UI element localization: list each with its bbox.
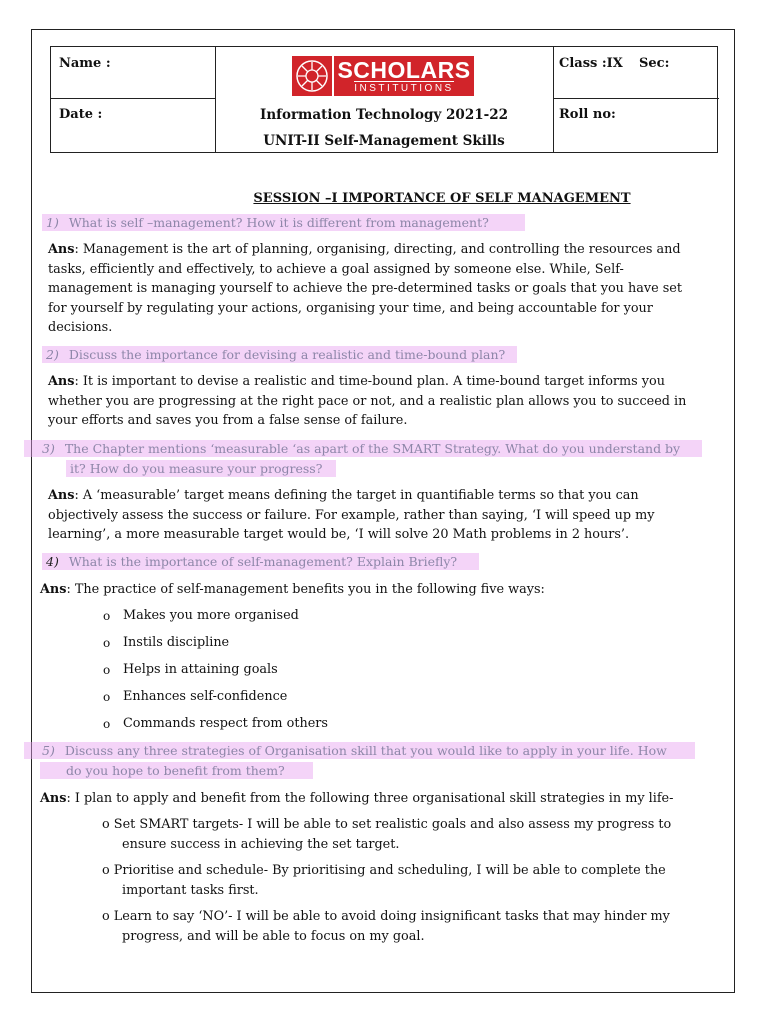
session-heading [0, 187, 768, 206]
list-item [102, 861, 682, 900]
class-label: Class :IX [559, 56, 623, 71]
list-item-text: Instils discipline [123, 635, 230, 650]
question-1-number: 1) [46, 215, 59, 230]
bullet-marker: o [102, 817, 110, 832]
name-label: Name : [59, 56, 111, 71]
list-item-text: Helps in attaining goals [123, 662, 278, 677]
list-item [102, 907, 682, 946]
question-3-number: 3) [42, 441, 55, 456]
list-item [103, 683, 328, 710]
list-item-text: Learn to say ‘NO’- I will be able to avoid doing insignificant tasks that may hinder my [113, 909, 670, 925]
bullet-marker: o [102, 909, 110, 925]
session-title: SESSION –I IMPORTANCE OF SELF MANAGEMENT [253, 191, 631, 206]
answer-3-label: Ans [48, 488, 75, 503]
list-item-text: Enhances self-confidence [123, 689, 288, 704]
answer-1 [48, 240, 682, 338]
question-5 [24, 741, 695, 781]
logo-subtitle: INSTITUTIONS [354, 82, 454, 94]
answer-1-line: management is managing yourself to achieve the pre-determined tasks or goals that you have set [48, 281, 683, 297]
bullet-marker: o [103, 608, 111, 623]
question-1 [42, 213, 525, 233]
sec-label: Sec: [639, 56, 670, 71]
list-item [103, 656, 328, 683]
answer-5 [40, 789, 673, 809]
answer-4 [40, 580, 545, 600]
answer-4-intro: : The practice of self-management benefits you in the following five ways: [66, 582, 545, 597]
question-2-number: 2) [46, 347, 59, 362]
question-4 [42, 552, 479, 572]
question-2 [42, 345, 517, 365]
answer-3-line: : A ‘measurable’ target means defining the target in quantifiable terms so that you can [74, 488, 639, 503]
bullet-marker: o [103, 716, 111, 731]
bullet-marker: o [103, 689, 111, 704]
list-item-text: Prioritise and schedule- By prioritising and scheduling, I will be able to complete the [113, 863, 666, 879]
question-3-text-cont: it? How do you measure your progress? [66, 460, 336, 477]
list-item-text: Commands respect from others [123, 716, 328, 731]
answer-3-line: objectively assess the success or failure. For example, rather than saying, ‘I will speed up my [48, 507, 655, 523]
logo-title: SCHOLARS [337, 56, 471, 83]
header-table [50, 46, 718, 153]
question-5-text-cont: do you hope to benefit from them? [40, 762, 313, 779]
list-item [102, 815, 682, 854]
list-item-text: Makes you more organised [123, 608, 299, 623]
answer-2 [48, 372, 686, 431]
answer-3 [48, 486, 654, 545]
list-item-text-cont: ensure success in achieving the set target. [122, 836, 400, 852]
answer-2-label: Ans [48, 374, 75, 389]
subject-title: Information Technology 2021-22 [260, 107, 508, 123]
roll-no-label: Roll no: [559, 107, 616, 122]
answer-3-line: learning’, a more measurable target would be, ‘I will solve 20 Math problems in 2 hours’. [48, 527, 630, 543]
date-label: Date : [59, 107, 103, 122]
list-item-text: Set SMART targets- I will be able to set realistic goals and also assess my progress to [113, 817, 672, 832]
answer-1-line: : Management is the art of planning, organising, directing, and controlling the resources and [74, 242, 681, 257]
benefits-list [103, 602, 328, 737]
question-4-number: 4) [46, 554, 59, 569]
bullet-marker: o [102, 863, 110, 879]
answer-5-intro: : I plan to apply and benefit from the following three organisational skill strategies in my life- [66, 791, 674, 806]
list-item [103, 602, 328, 629]
answer-2-line: your efforts and saves you from a false sense of failure. [48, 413, 408, 429]
question-5-text: Discuss any three strategies of Organisation skill that you would like to apply in your life. How [64, 743, 667, 758]
question-5-number: 5) [42, 743, 55, 758]
bullet-marker: o [103, 635, 111, 650]
scholars-logo [292, 55, 474, 97]
answer-5-label: Ans [40, 791, 67, 806]
answer-2-line: : It is important to devise a realistic and time-bound plan. A time-bound target informs you [74, 374, 665, 389]
list-item-text-cont: progress, and will be able to focus on my goal. [122, 928, 425, 944]
question-2-text: Discuss the importance for devising a realistic and time-bound plan? [68, 347, 506, 362]
answer-2-line: whether you are progressing at the right pace or not, and a realistic plan allows you to succeed in [48, 393, 687, 409]
question-3-text: The Chapter mentions ‘measurable ‘as apart of the SMART Strategy. What do you understand by [64, 441, 681, 456]
strategies-list [102, 815, 682, 954]
answer-1-line: decisions. [48, 320, 113, 336]
scholars-emblem-icon [292, 56, 332, 96]
question-1-text: What is self –management? How it is different from management? [68, 215, 489, 230]
list-item [103, 710, 328, 737]
question-3 [24, 439, 702, 479]
bullet-marker: o [103, 662, 111, 677]
list-item-text-cont: important tasks first. [122, 882, 259, 898]
answer-1-label: Ans [48, 242, 75, 257]
question-4-text: What is the importance of self-management? Explain Briefly? [68, 554, 458, 569]
answer-1-line: tasks, efficiently and effectively, to achieve a goal assigned by someone else. While, Self- [48, 261, 624, 277]
list-item [103, 629, 328, 656]
answer-4-label: Ans [40, 582, 67, 597]
unit-title: UNIT-II Self-Management Skills [263, 133, 505, 149]
answer-1-line: for yourself by regulating your actions, organising your time, and being accountable for your [48, 300, 653, 316]
